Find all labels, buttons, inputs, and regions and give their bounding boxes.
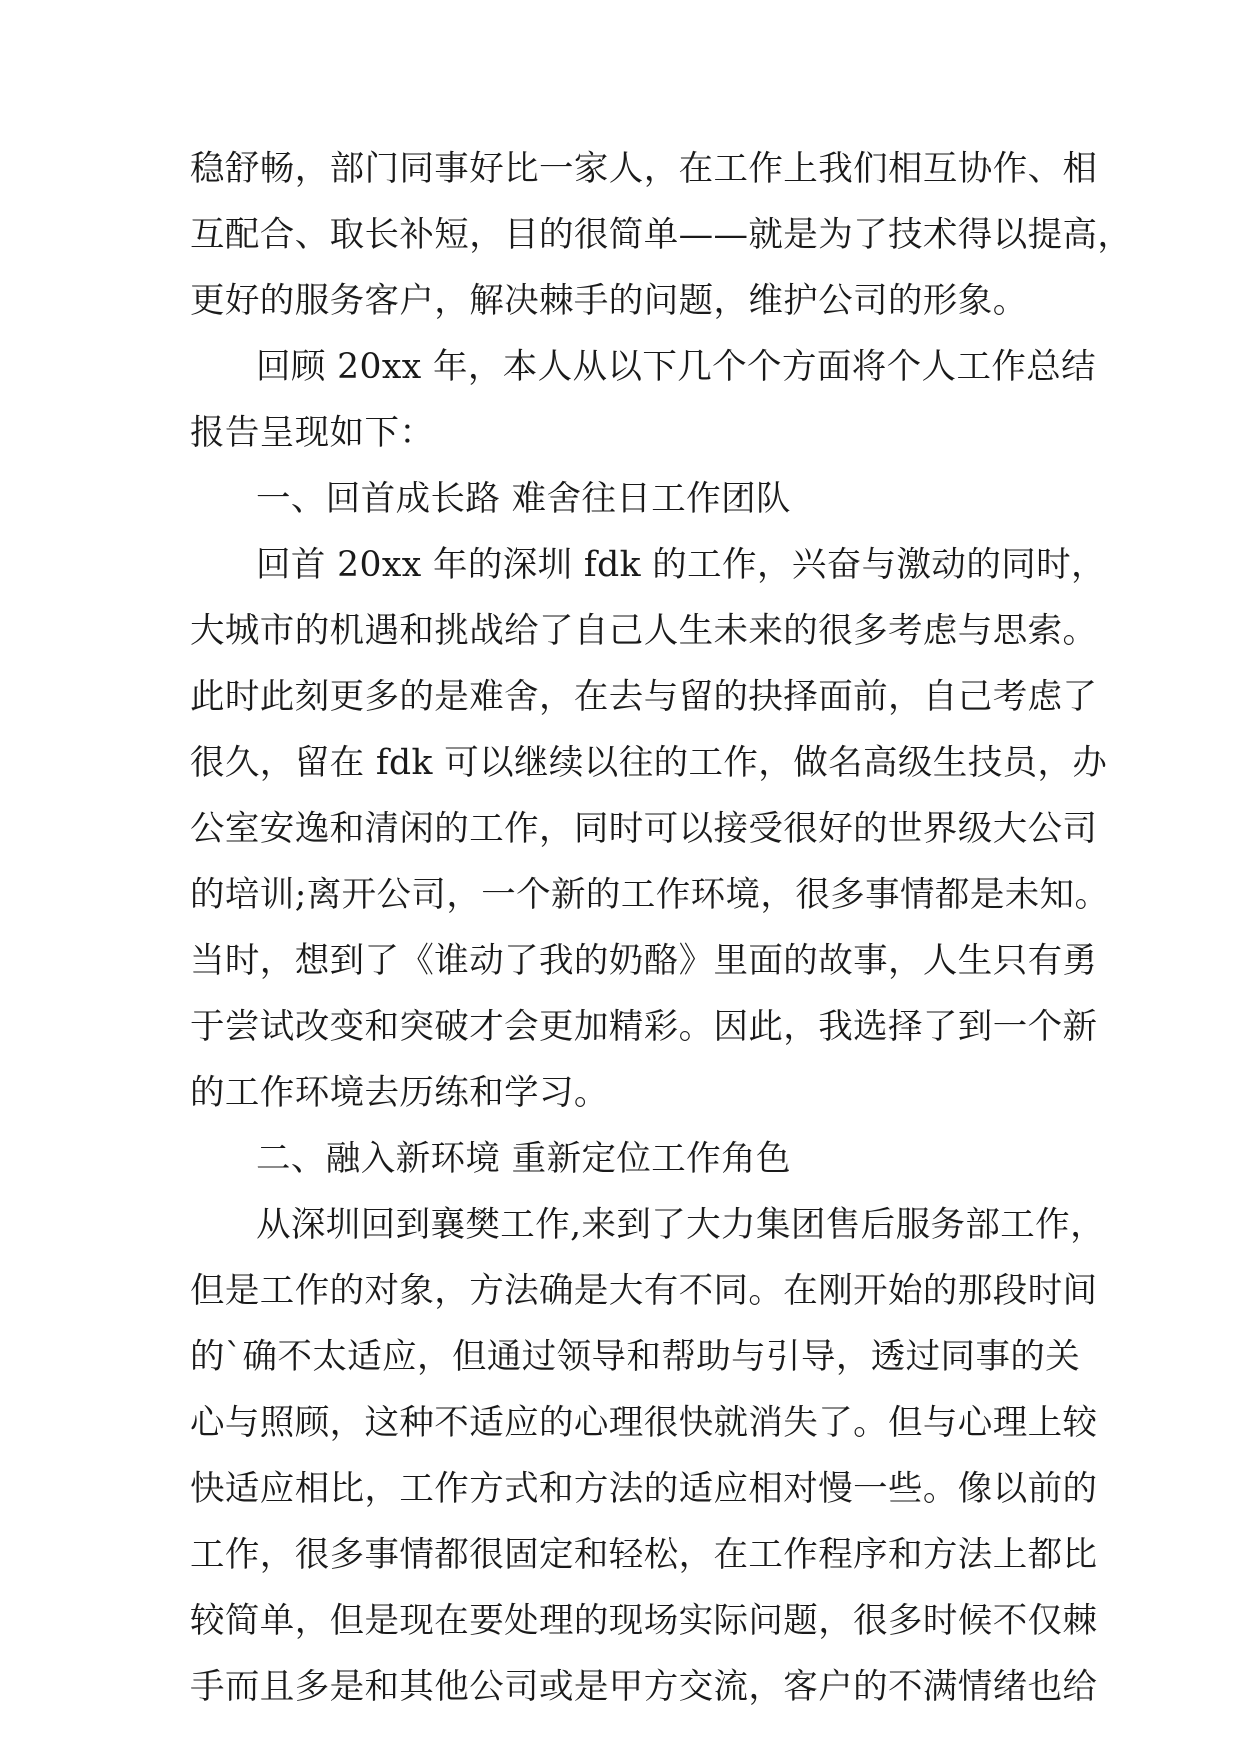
body-line: 的`确不太适应，但通过领导和帮助与引导，透过同事的关 — [190, 1337, 1081, 1377]
paragraph-first-line: 回顾 20xx 年，本人从以下几个个方面将个人工作总结 — [256, 347, 1097, 387]
body-line: 的培训;离开公司，一个新的工作环境，很多事情都是未知。 — [190, 875, 1110, 915]
section-heading-1: 一、回首成长路 难舍往日工作团队 — [256, 479, 791, 519]
body-line: 公室安逸和清闲的工作，同时可以接受很好的世界级大公司 — [190, 809, 1098, 849]
body-line: 工作，很多事情都很固定和轻松，在工作程序和方法上都比 — [190, 1535, 1098, 1575]
body-line: 大城市的机遇和挑战给了自己人生未来的很多考虑与思索。 — [190, 611, 1098, 651]
body-line: 很久，留在 fdk 可以继续以往的工作，做名高级生技员，办 — [190, 743, 1108, 783]
body-line: 当时，想到了《谁动了我的奶酪》里面的故事，人生只有勇 — [190, 941, 1098, 981]
section-heading-2: 二、融入新环境 重新定位工作角色 — [256, 1139, 791, 1179]
body-line: 更好的服务客户，解决棘手的问题，维护公司的形象。 — [190, 281, 1028, 321]
paragraph-first-line: 从深圳回到襄樊工作,来到了大力集团售后服务部工作， — [256, 1205, 1105, 1245]
body-line: 稳舒畅，部门同事好比一家人，在工作上我们相互协作、相 — [190, 149, 1098, 189]
body-line: 报告呈现如下： — [190, 413, 435, 453]
body-line: 此时此刻更多的是难舍，在去与留的抉择面前，自己考虑了 — [190, 677, 1098, 717]
body-line: 心与照顾，这种不适应的心理很快就消失了。但与心理上较 — [190, 1403, 1098, 1443]
body-line: 手而且多是和其他公司或是甲方交流，客户的不满情绪也给 — [190, 1667, 1098, 1707]
body-line: 但是工作的对象，方法确是大有不同。在刚开始的那段时间 — [190, 1271, 1098, 1311]
body-line: 快适应相比，工作方式和方法的适应相对慢一些。像以前的 — [190, 1469, 1098, 1509]
body-line: 的工作环境去历练和学习。 — [190, 1073, 609, 1113]
body-line: 于尝试改变和突破才会更加精彩。因此，我选择了到一个新 — [190, 1007, 1098, 1047]
body-line: 互配合、取长补短，目的很简单——就是为了技术得以提高， — [190, 215, 1133, 255]
body-line: 较简单，但是现在要处理的现场实际问题，很多时候不仅棘 — [190, 1601, 1098, 1641]
paragraph-first-line: 回首 20xx 年的深圳 fdk 的工作，兴奋与激动的同时， — [256, 545, 1106, 585]
